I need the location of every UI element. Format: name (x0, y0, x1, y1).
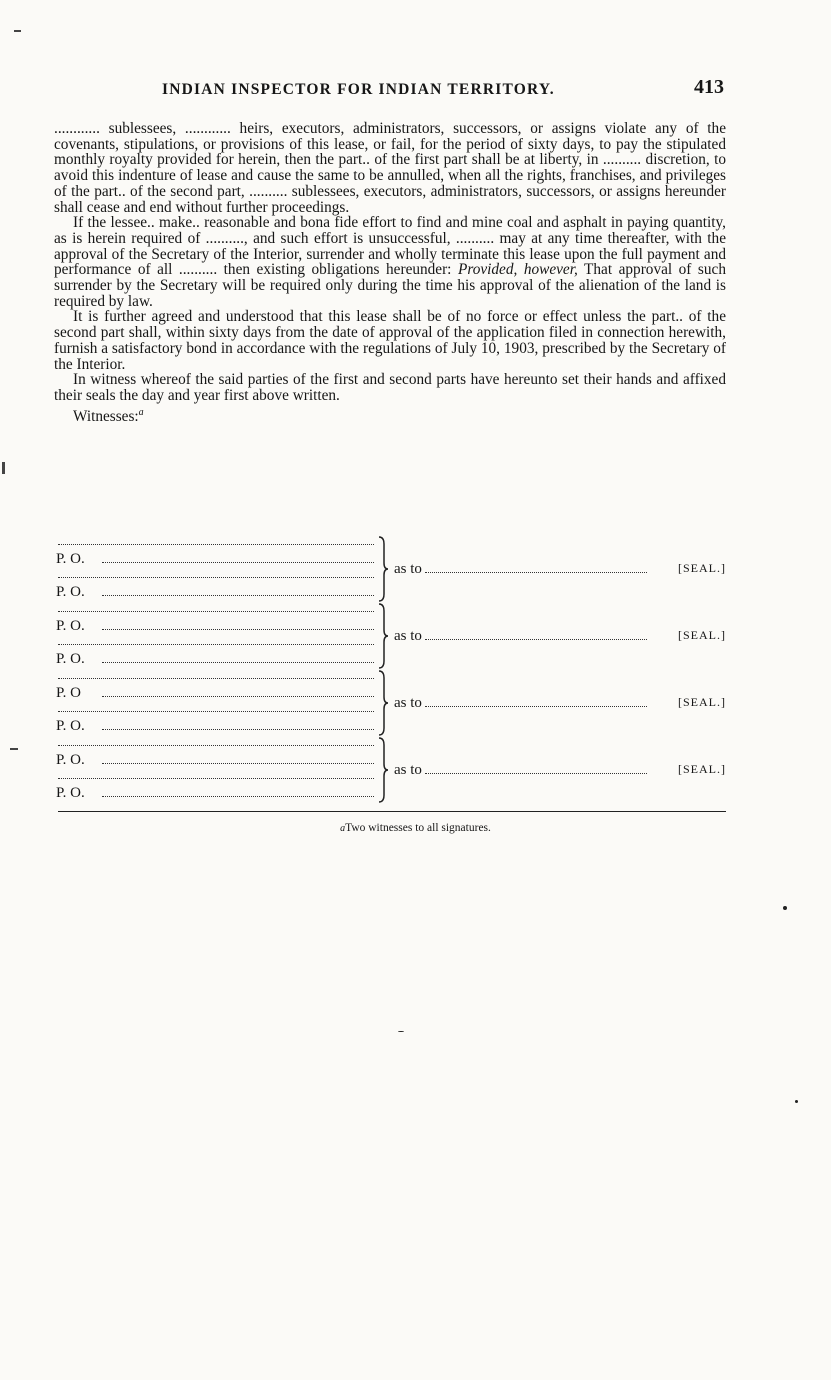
po-label: P. O. (56, 652, 85, 667)
footnote-mark: a (340, 823, 346, 834)
signature-line (58, 577, 374, 578)
signature-line (58, 711, 374, 712)
po-label: P. O. (56, 753, 85, 768)
scan-speck (2, 462, 5, 474)
po-line (56, 619, 386, 634)
footnote (0, 822, 831, 834)
proviso-italic-1: Provided, (457, 261, 518, 279)
seal-label: [SEAL.] (674, 628, 726, 643)
po-line (56, 585, 386, 600)
signature-line (58, 544, 374, 545)
running-head: INDIAN INSPECTOR FOR INDIAN TERRITORY. (162, 81, 555, 98)
po-blank (102, 729, 374, 730)
po-label: P. O. (56, 552, 85, 567)
paragraph-bond: It is further agreed and understood that this lease shall be of no force or effect unless the part.. of the second part shall, within sixty days from the date of approval of the application filed in connection herewith, furnish a satisfactory bond in accordance with the regulations of July 10, 1903, prescribed by the Secretary of the Interior. (54, 308, 726, 373)
surrender-text: If the lessee.. make.. reasonable and bona fide effort to find and mine coal and asphalt in paying quantity, as is herein required of .........., and such effort is unsuccessful, .......... may at any time thereafter, with the approval of the Secretary of the Interior, surrender and wholly terminate this lease upon the full payment and performance of all .......... then existing obligations hereunder: (54, 214, 726, 279)
proviso-text: That approval of such surrender by the Secretary will be required only during the time his approval of the alienation of the land is required by law. (54, 261, 726, 310)
as-to-blank (425, 706, 647, 707)
brace-icon (378, 737, 388, 803)
as-to-label: as to (394, 561, 422, 577)
signature-group (56, 536, 728, 602)
scan-speck (398, 1031, 404, 1032)
page-number: 413 (694, 76, 724, 98)
po-line (56, 686, 386, 701)
witnesses-text: Witnesses: (73, 407, 139, 425)
brace-icon (378, 536, 388, 602)
proviso-italic-2: however, (523, 261, 578, 279)
scan-speck (10, 748, 18, 750)
po-label: P. O. (56, 719, 85, 734)
brace-icon (378, 603, 388, 669)
signature-group (56, 737, 728, 803)
scan-speck (795, 1100, 798, 1103)
po-label: P. O. (56, 585, 85, 600)
po-line (56, 652, 386, 667)
signature-line (58, 745, 374, 746)
brace-icon (378, 670, 388, 736)
signature-line (58, 644, 374, 645)
as-to-blank (425, 773, 647, 774)
po-line (56, 552, 386, 567)
po-label: P. O. (56, 619, 85, 634)
seal-label: [SEAL.] (674, 762, 726, 777)
seal-label: [SEAL.] (674, 695, 726, 710)
paragraph-surrender (54, 215, 726, 309)
signature-group (56, 670, 728, 736)
as-to-label: as to (394, 762, 422, 778)
witnesses-footnote-mark: a (138, 406, 144, 418)
signature-group (56, 603, 728, 669)
as-to-label: as to (394, 695, 422, 711)
scan-speck (14, 30, 21, 32)
po-blank (102, 763, 374, 764)
paragraph-forfeiture: ............ sublessees, ............ heirs, executors, administrators, successors, or assigns violate any of the covenants, stipulations, or provisions of this lease, or fail, for the period of sixty days, to pay the stipulated monthly royalty provided for herein, then the part.. of the first part shall be at liberty, in .......... discretion, to avoid this indenture of lease and cause the same to be annulled, when all the rights, franchises, and privileges of the part.. of the second part, .......... sublessees, executors, administrators, successors, or assigns hereunder shall cease and end without further proceedings. (54, 120, 726, 216)
paragraph-witness: In witness whereof the said parties of the first and second parts have hereunto set their hands and affixed their seals the day and year first above written. (54, 371, 726, 404)
po-blank (102, 562, 374, 563)
signature-line (58, 611, 374, 612)
signature-line (58, 678, 374, 679)
po-line (56, 719, 386, 734)
page-header (56, 78, 726, 104)
footnote-rule (58, 811, 726, 812)
po-blank (102, 696, 374, 697)
po-label: P. O. (56, 786, 85, 801)
signature-line (58, 778, 374, 779)
po-blank (102, 629, 374, 630)
seal-label: [SEAL.] (674, 561, 726, 576)
po-line (56, 753, 386, 768)
scan-speck (783, 906, 787, 910)
po-blank (102, 595, 374, 596)
as-to-blank (425, 639, 647, 640)
po-line (56, 786, 386, 801)
as-to-label: as to (394, 628, 422, 644)
witnesses-label (54, 405, 726, 425)
po-blank (102, 662, 374, 663)
po-blank (102, 796, 374, 797)
po-label: P. O (56, 686, 82, 701)
as-to-blank (425, 572, 647, 573)
footnote-text: Two witnesses to all signatures. (345, 822, 491, 834)
body-text (54, 121, 726, 424)
